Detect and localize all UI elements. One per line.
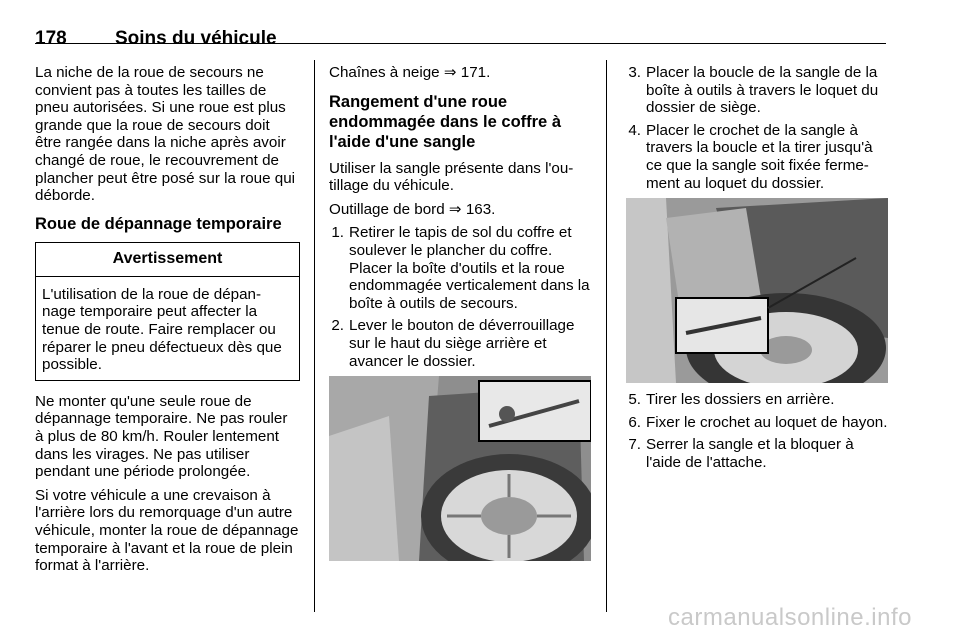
step-number: 1. [331,224,344,242]
section-heading-temporary-spare: Roue de dépannage temporaire [35,214,282,233]
tool-kit-reference: Outillage de bord ⇒ 163. [329,200,496,218]
paragraph-strap: Utiliser la sangle présente dans l'ou-tillage du véhicule. [329,159,574,195]
step-text: Placer la boucle de la sangle de la boîte à outils à travers le loquet du dossier de siège. [646,64,879,117]
step-number: 4. [628,121,641,139]
list-item [626,64,888,117]
step-text: Fixer le crochet au loquet de hayon. [646,413,888,431]
step-number: 3. [628,64,641,81]
list-item [626,414,888,432]
step-text: Placer le crochet de la sangle à travers la boucle et la tirer jusqu'à ce que la sangle soit fixée ferme-ment au loquet du dossier. [646,121,873,192]
step-number: 7. [628,436,641,454]
list-item [626,122,888,192]
step-text: Tirer les dossiers en arrière. [646,391,835,409]
step-text: Serrer la sangle et la bloquer à l'aide de l'attache. [646,436,854,471]
page-header [35,14,886,49]
paragraph-towing-puncture: Si votre véhicule a une crevaison à l'arrière lors du remorquage d'un autre véhicule, monter la roue de dépannage temporaire à l'avant et la roue de plein format à l'arrière. [35,486,299,575]
step-number: 2. [331,317,344,335]
column-divider [606,60,607,612]
column-divider [314,60,315,612]
step-number: 5. [628,391,641,409]
page-title: Soins du véhicule [115,28,277,49]
watermark: carmanualsonline.info [668,604,912,631]
snow-chains-reference: Chaînes à neige ⇒ 171. [329,64,491,81]
column-right [626,64,888,477]
step-text: Retirer le tapis de sol du coffre et soulever le plancher du coffre. Placer la boîte d'outils et la roue endommagée verticalement dans la boîte à outils de secours. [349,224,590,312]
list-item [626,391,888,409]
warning-body: L'utilisation de la roue de dépan-nage temporaire peut affecter la tenue de route. Faire remplacer ou réparer le pneu défectueux dès que possible. [42,285,282,374]
column-left [35,64,300,581]
warning-title: Avertissement [36,243,299,277]
warning-box [35,242,300,381]
step-text: Lever le bouton de déverrouillage sur le haut du siège arrière et avancer le dossier. [349,317,575,370]
strap-latch-illustration [626,198,888,383]
intro-paragraph: La niche de la roue de secours ne convient pas à toutes les tailles de pneu autorisées. Si une roue est plus grande que la roue de secours doit être rangée dans la niche après avoir changé de roue, le recouvrement de plancher peut être posé sur la roue qui déborde. [35,64,296,205]
trunk-wheel-illustration [329,376,591,561]
list-item [329,317,591,370]
list-item [329,224,591,312]
page-number: 178 [35,28,67,49]
list-item [626,436,888,471]
paragraph-temporary-spare-usage: Ne monter qu'une seule roue de dépannage temporaire. Ne pas rouler à plus de 80 km/h. Rouler lentement dans les virages. Ne pas utiliser pendant une période prolongée. [35,392,288,481]
column-middle [329,64,591,569]
section-heading-damaged-wheel-storage: Rangement d'une roue endommagée dans le coffre à l'aide d'une sangle [329,92,561,151]
step-number: 6. [628,413,641,431]
